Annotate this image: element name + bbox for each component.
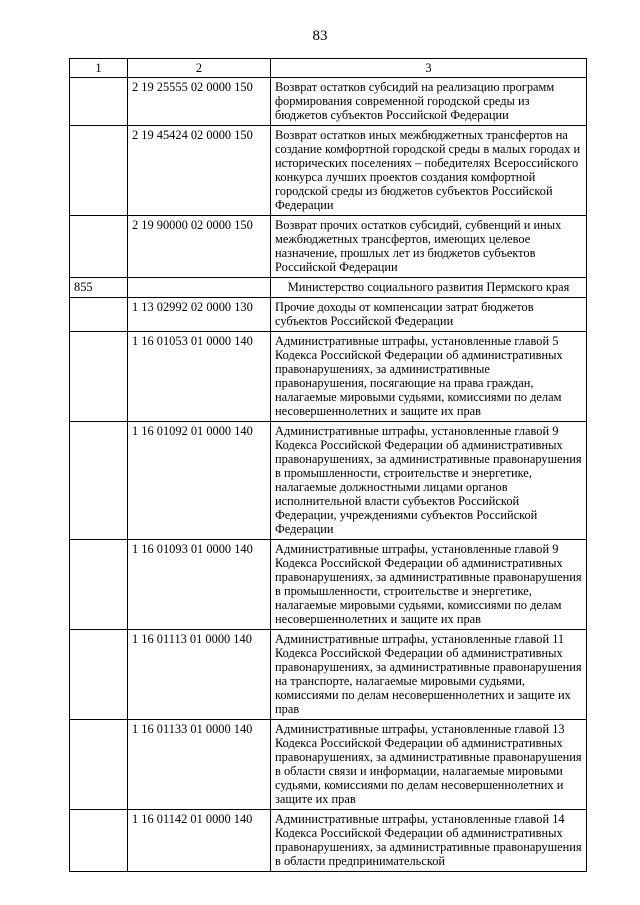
revenue-code-cell: 2 19 45424 02 0000 150: [128, 126, 271, 216]
table-row: [70, 216, 587, 278]
revenue-code-cell: 1 16 01053 01 0000 140: [128, 332, 271, 422]
admin-code-cell: [70, 332, 128, 422]
table-row: [70, 278, 587, 298]
table-row: [70, 422, 587, 540]
revenue-code-cell: 1 16 01113 01 0000 140: [128, 630, 271, 720]
table-row: [70, 720, 587, 810]
admin-code-cell: 855: [70, 278, 128, 298]
table-row: [70, 126, 587, 216]
admin-code-cell: [70, 540, 128, 630]
table-row: [70, 540, 587, 630]
description-cell: Административные штрафы, установленные главой 13 Кодекса Российской Федерации об административных правонарушениях, за административные правонарушения в области связи и информации, налагаемые мировыми судьями, комиссиями по делам несовершеннолетних и защите их прав: [271, 720, 587, 810]
column-header-1: 1: [70, 59, 128, 78]
description-cell: Административные штрафы, установленные главой 5 Кодекса Российской Федерации об административных правонарушениях, за административные правонарушения, посягающие на права граждан, налагаемые мировыми судьями, комиссиями по делам несовершеннолетних и защите их прав: [271, 332, 587, 422]
description-cell: Административные штрафы, установленные главой 9 Кодекса Российской Федерации об административных правонарушениях, за административные правонарушения в промышленности, строительстве и энергетике, налагаемые мировыми судьями, комиссиями по делам несовершеннолетних и защите их прав: [271, 540, 587, 630]
table-row: [70, 332, 587, 422]
table-row: [70, 810, 587, 872]
budget-codes-table: [69, 58, 587, 872]
description-cell: Административные штрафы, установленные главой 14 Кодекса Российской Федерации об административных правонарушениях, за административные правонарушения в области предпринимательской: [271, 810, 587, 872]
column-header-2: 2: [128, 59, 271, 78]
description-cell: Административные штрафы, установленные главой 11 Кодекса Российской Федерации об административных правонарушениях, за административные правонарушения на транспорте, налагаемые мировыми судьями, комиссиями по делам несовершеннолетних и защите их прав: [271, 630, 587, 720]
revenue-code-cell: 1 16 01092 01 0000 140: [128, 422, 271, 540]
page-number: 83: [312, 28, 328, 44]
table-row: [70, 298, 587, 332]
admin-code-cell: [70, 298, 128, 332]
admin-code-cell: [70, 810, 128, 872]
revenue-code-cell: 1 16 01142 01 0000 140: [128, 810, 271, 872]
revenue-code-cell: 1 16 01093 01 0000 140: [128, 540, 271, 630]
description-cell: Прочие доходы от компенсации затрат бюджетов субъектов Российской Федерации: [271, 298, 587, 332]
description-cell: Возврат остатков субсидий на реализацию программ формирования современной городской среды из бюджетов субъектов Российской Федерации: [271, 78, 587, 126]
admin-code-cell: [70, 422, 128, 540]
table-row: [70, 630, 587, 720]
revenue-code-cell: 1 16 01133 01 0000 140: [128, 720, 271, 810]
revenue-code-cell: [128, 278, 271, 298]
revenue-code-cell: 2 19 90000 02 0000 150: [128, 216, 271, 278]
admin-code-cell: [70, 630, 128, 720]
admin-code-cell: [70, 78, 128, 126]
description-cell: Возврат прочих остатков субсидий, субвенций и иных межбюджетных трансфертов, имеющих целевое назначение, прошлых лет из бюджетов субъектов Российской Федерации: [271, 216, 587, 278]
admin-code-cell: [70, 720, 128, 810]
table-row: [70, 78, 587, 126]
revenue-code-cell: 1 13 02992 02 0000 130: [128, 298, 271, 332]
table-header-row: [70, 59, 587, 78]
admin-code-cell: [70, 216, 128, 278]
admin-code-cell: [70, 126, 128, 216]
revenue-code-cell: 2 19 25555 02 0000 150: [128, 78, 271, 126]
ministry-name-cell: Министерство социального развития Пермского края: [271, 278, 587, 298]
column-header-3: 3: [271, 59, 587, 78]
description-cell: Возврат остатков иных межбюджетных трансфертов на создание комфортной городской среды в малых городах и исторических поселениях – победителях Всероссийского конкурса лучших проектов создания комфортной городской среды из бюджетов субъектов Российской Федерации: [271, 126, 587, 216]
description-cell: Административные штрафы, установленные главой 9 Кодекса Российской Федерации об административных правонарушениях, за административные правонарушения в промышленности, строительстве и энергетике, налагаемые должностными лицами органов исполнительной власти субъектов Российской Федерации, учреждениями субъектов Российской Федерации: [271, 422, 587, 540]
